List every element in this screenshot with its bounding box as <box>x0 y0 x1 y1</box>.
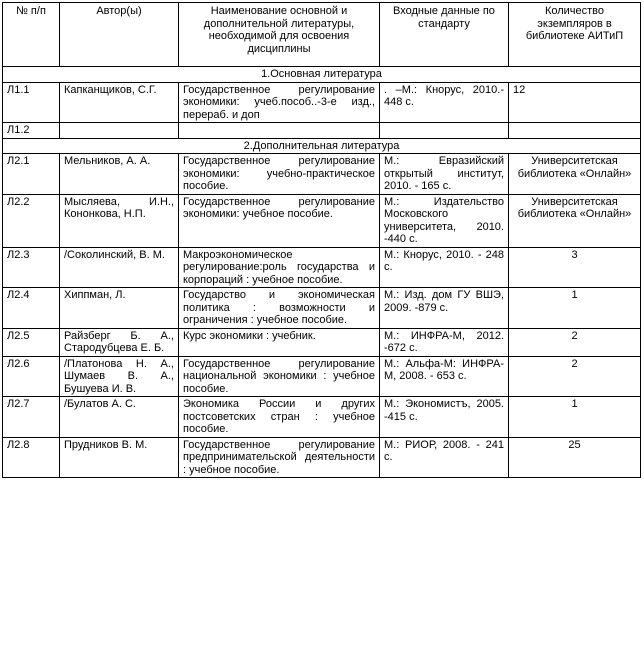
cell-author: Прудников В. М. <box>60 437 179 478</box>
cell-num: Л2.2 <box>3 194 60 247</box>
cell-publisher: М.: Кнорус, 2010. - 248 с. <box>380 247 509 288</box>
table-row <box>3 288 641 329</box>
cell-author: Мысляева, И.Н., Кононкова, Н.П. <box>60 194 179 247</box>
cell-num: Л2.3 <box>3 247 60 288</box>
cell-publisher: М.: Экономистъ, 2005. -415 с. <box>380 397 509 438</box>
cell-publisher: М.: Изд. дом ГУ ВШЭ, 2009. -879 с. <box>380 288 509 329</box>
header-num: № п/п <box>3 3 60 67</box>
cell-title: Курс экономики : учебник. <box>179 328 380 356</box>
cell-title: Государственное регулирование экономики: учеб.пособ..-3-е изд., перераб. и доп <box>179 82 380 123</box>
cell-title: Государственное регулирование национальной экономики : учебное пособие. <box>179 356 380 397</box>
table-row <box>3 328 641 356</box>
cell-num: Л2.8 <box>3 437 60 478</box>
cell-copies: 25 <box>509 437 641 478</box>
cell-num: Л1.1 <box>3 82 60 123</box>
cell-copies: Университетская библиотека «Онлайн» <box>509 154 641 195</box>
cell-publisher: . –М.: Кнорус, 2010.- 448 с. <box>380 82 509 123</box>
table-row <box>3 397 641 438</box>
cell-title: Государственное регулирование экономики: учебно-практическое пособие. <box>179 154 380 195</box>
table-row <box>3 82 641 123</box>
header-copies: Количество экземпляров в библиотеке АИТиП <box>509 3 641 67</box>
table-row <box>3 194 641 247</box>
cell-publisher: М.: РИОР, 2008. - 241 с. <box>380 437 509 478</box>
cell-author <box>60 123 179 139</box>
cell-publisher: М.: Издательство Московского университета, 2010. -440 с. <box>380 194 509 247</box>
cell-copies: 12 <box>509 82 641 123</box>
section-title: 2.Дополнительная литература <box>3 138 641 154</box>
table-row <box>3 154 641 195</box>
cell-author: /Булатов А. С. <box>60 397 179 438</box>
cell-author: /Соколинский, В. М. <box>60 247 179 288</box>
table-row <box>3 356 641 397</box>
cell-publisher: М.: Евразийский открытый институт, 2010. - 165 с. <box>380 154 509 195</box>
cell-title: Государственное регулирование предпринимательской деятельности : учебное пособие. <box>179 437 380 478</box>
header-author: Автор(ы) <box>60 3 179 67</box>
cell-num: Л2.1 <box>3 154 60 195</box>
cell-copies: 3 <box>509 247 641 288</box>
table-row <box>3 437 641 478</box>
cell-copies <box>509 123 641 139</box>
cell-author: /Платонова Н. А., Шумаев В. А., Бушуева И. В. <box>60 356 179 397</box>
cell-copies: Университетская библиотека «Онлайн» <box>509 194 641 247</box>
cell-title: Экономика России и других постсоветских стран : учебное пособие. <box>179 397 380 438</box>
cell-title: Государственное регулирование экономики: учебное пособие. <box>179 194 380 247</box>
cell-num: Л2.6 <box>3 356 60 397</box>
cell-num: Л2.7 <box>3 397 60 438</box>
cell-title: Государство и экономическая политика : возможности и ограничения : учебное пособие. <box>179 288 380 329</box>
cell-author: Хиппман, Л. <box>60 288 179 329</box>
cell-num: Л2.4 <box>3 288 60 329</box>
section-title: 1.Основная литература <box>3 67 641 83</box>
cell-publisher: М.: ИНФРА-М, 2012. -672 с. <box>380 328 509 356</box>
cell-author: Мельников, А. А. <box>60 154 179 195</box>
table-body <box>3 3 641 478</box>
cell-title <box>179 123 380 139</box>
cell-copies: 1 <box>509 397 641 438</box>
table-row <box>3 123 641 139</box>
cell-publisher: М.: Альфа-М: ИНФРА-М, 2008. - 653 с. <box>380 356 509 397</box>
cell-copies: 2 <box>509 328 641 356</box>
cell-author: Райзберг Б. А., Стародубцева Е. Б. <box>60 328 179 356</box>
header-title: Наименование основной и дополнительной литературы, необходимой для освоения дисциплины <box>179 3 380 67</box>
cell-copies: 2 <box>509 356 641 397</box>
section-header-row <box>3 138 641 154</box>
cell-title: Макроэкономическое регулирование:роль государства и корпораций : учебное пособие. <box>179 247 380 288</box>
cell-num: Л1.2 <box>3 123 60 139</box>
header-publisher: Входные данные по стандарту <box>380 3 509 67</box>
cell-copies: 1 <box>509 288 641 329</box>
cell-publisher <box>380 123 509 139</box>
cell-num: Л2.5 <box>3 328 60 356</box>
header-row <box>3 3 641 67</box>
literature-table <box>2 2 641 478</box>
cell-author: Капканщиков, С.Г. <box>60 82 179 123</box>
table-row <box>3 247 641 288</box>
section-header-row <box>3 67 641 83</box>
